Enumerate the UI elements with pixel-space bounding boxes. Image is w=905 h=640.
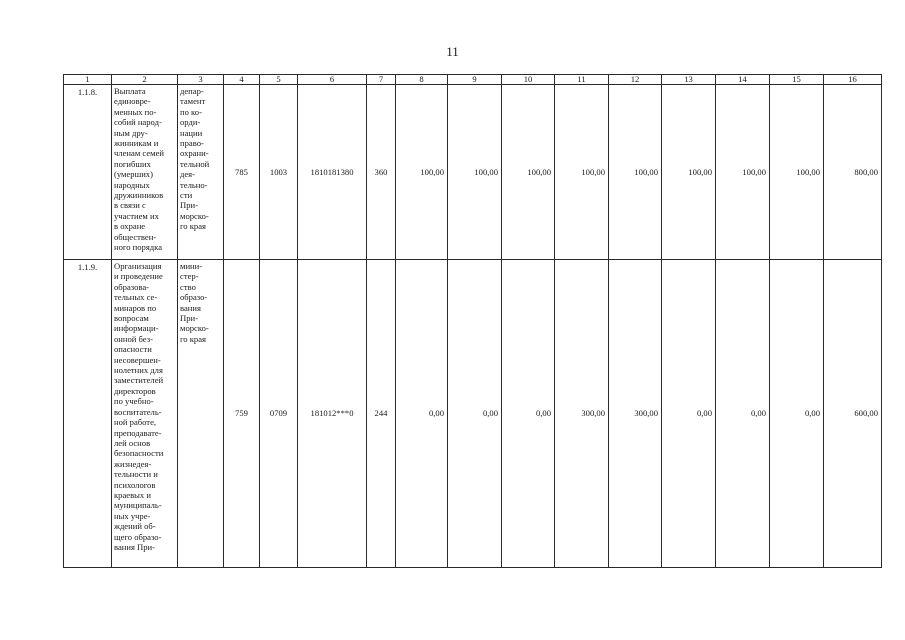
column-number: 14 (716, 75, 770, 85)
column-number-row (64, 75, 882, 85)
column-number: 1 (64, 75, 112, 85)
column-number: 7 (367, 75, 396, 85)
row-amount: 0,00 (716, 260, 770, 568)
row-amount: 100,00 (396, 85, 448, 260)
row-amount: 100,00 (555, 85, 609, 260)
row-executor: мини- стер- ство образо- вания При- морско- го края (178, 260, 224, 568)
row-amount: 300,00 (609, 260, 662, 568)
row-vr: 360 (367, 85, 396, 260)
column-number: 8 (396, 75, 448, 85)
row-amount: 100,00 (502, 85, 555, 260)
row-amount: 0,00 (770, 260, 824, 568)
row-description: Выплата единовре- менных по- собий народ- ным дру- жинникам и членам семей погибших (умерших) народных дружинников в связи с участием их в охране обществен- ного порядка (112, 85, 178, 260)
row-csr: 1810181380 (298, 85, 367, 260)
column-number: 9 (448, 75, 502, 85)
row-code: 1.1.9. (64, 260, 112, 568)
row-amount: 0,00 (396, 260, 448, 568)
row-amount: 0,00 (448, 260, 502, 568)
table-row (64, 85, 882, 260)
row-grbs: 785 (224, 85, 260, 260)
row-amount: 300,00 (555, 260, 609, 568)
page-number: 11 (446, 44, 459, 59)
column-number: 12 (609, 75, 662, 85)
row-description: Организация и проведение образова- тельных се- минаров по вопросам информаци- онной без- опасности несовершен- нолетних для заместителей директоров по учебно- воспитатель- ной работе, преподавате- лей основ безопасности жизнедея- тельности и психологов краевых и муниципаль- ных учре- ждений об- щего образо- вания При- (112, 260, 178, 568)
row-rzpr: 0709 (260, 260, 298, 568)
column-number: 5 (260, 75, 298, 85)
row-grbs: 759 (224, 260, 260, 568)
row-amount: 100,00 (609, 85, 662, 260)
row-csr: 181012***0 (298, 260, 367, 568)
row-vr: 244 (367, 260, 396, 568)
column-number: 2 (112, 75, 178, 85)
column-number: 4 (224, 75, 260, 85)
row-amount: 0,00 (502, 260, 555, 568)
row-amount: 100,00 (770, 85, 824, 260)
table-row (64, 260, 882, 568)
row-total: 800,00 (824, 85, 882, 260)
column-number: 13 (662, 75, 716, 85)
row-total: 600,00 (824, 260, 882, 568)
budget-table (63, 74, 882, 568)
row-amount: 100,00 (448, 85, 502, 260)
column-number: 6 (298, 75, 367, 85)
column-number: 3 (178, 75, 224, 85)
row-amount: 0,00 (662, 260, 716, 568)
row-executor: депар- тамент по ко- орди- нации право- охрани- тельной дея- тельно- сти При- морско- го края (178, 85, 224, 260)
column-number: 10 (502, 75, 555, 85)
column-number: 11 (555, 75, 609, 85)
row-rzpr: 1003 (260, 85, 298, 260)
row-amount: 100,00 (662, 85, 716, 260)
column-number: 15 (770, 75, 824, 85)
row-code: 1.1.8. (64, 85, 112, 260)
row-amount: 100,00 (716, 85, 770, 260)
column-number: 16 (824, 75, 882, 85)
